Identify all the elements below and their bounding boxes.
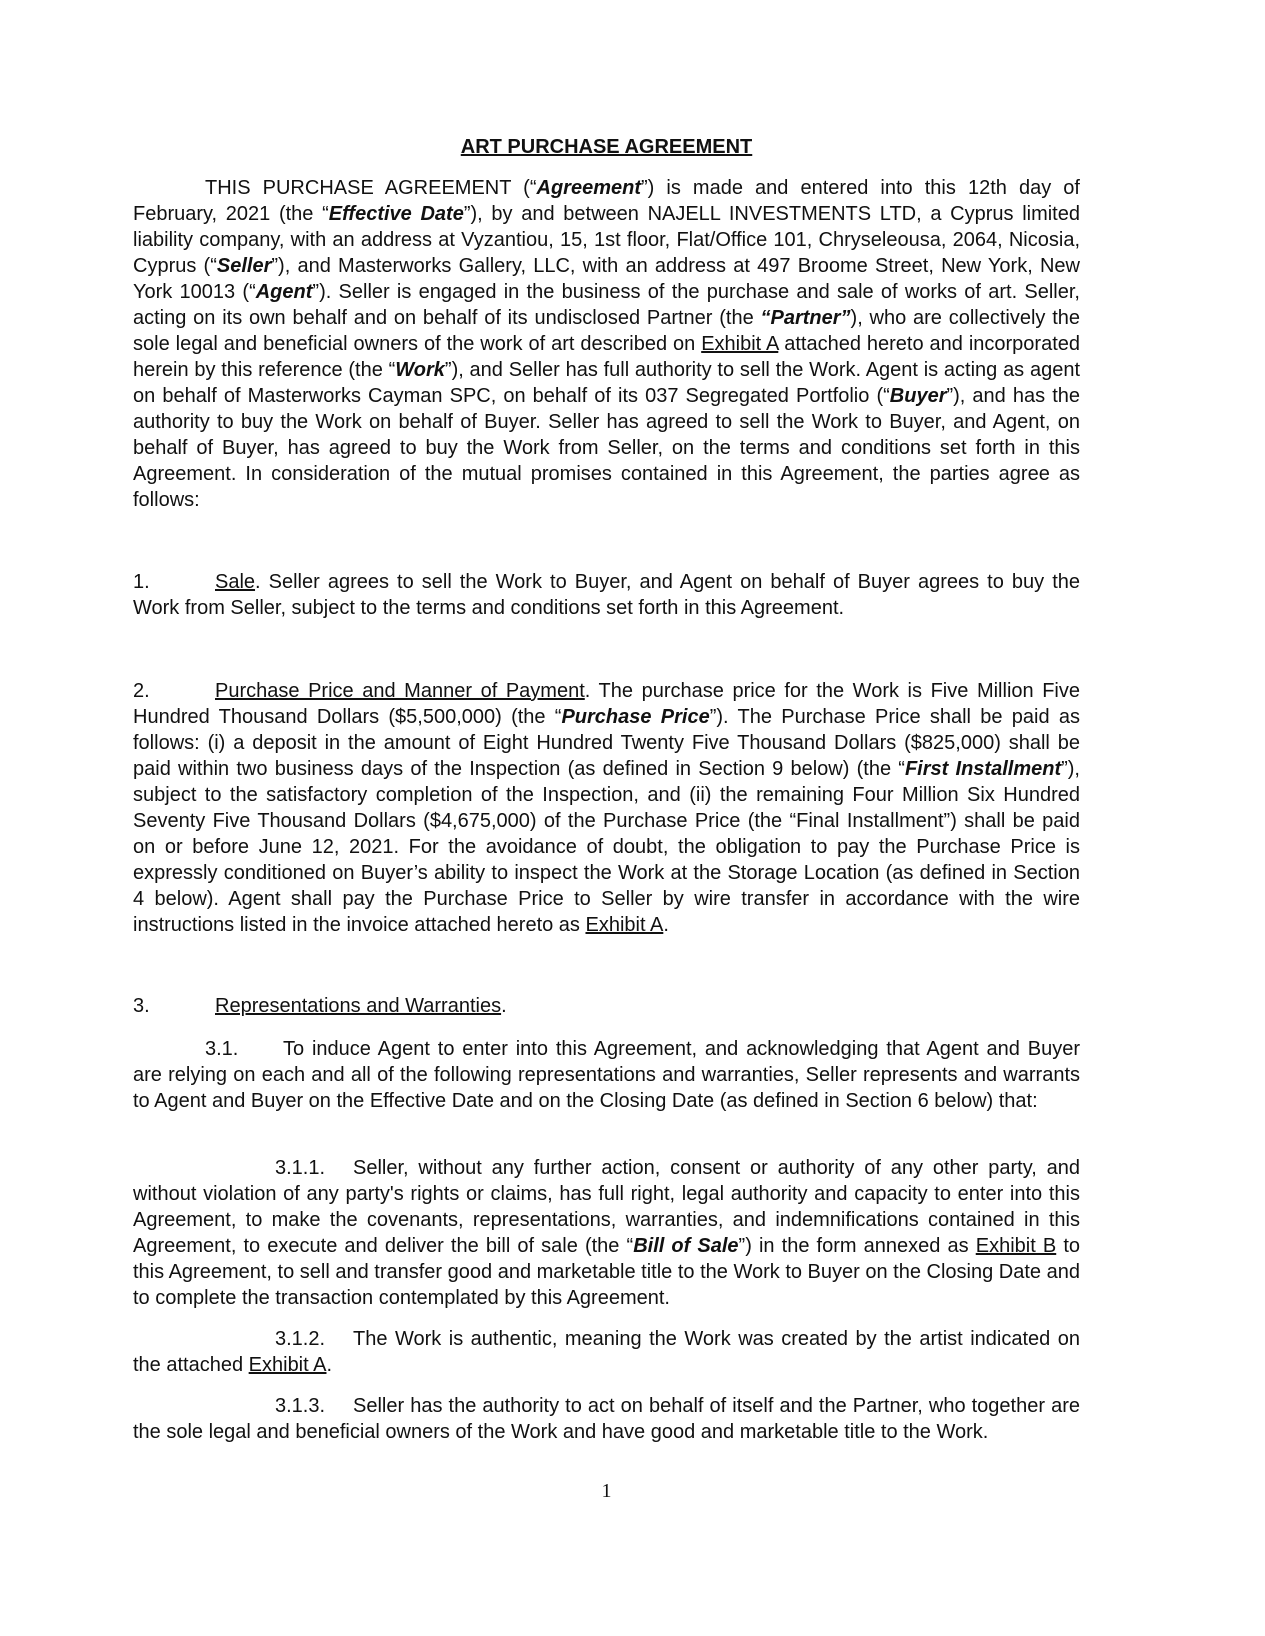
text-segment: . The purchase price for the Work is Five Million Five Hundred Thousand Dollars ($5,500,000) (the “ <box>133 680 1080 728</box>
document-title: ART PURCHASE AGREEMENT <box>460 136 753 158</box>
text-segment: . <box>326 1354 333 1376</box>
text-segment: ”), subject to the satisfactory completion of the Inspection, and (ii) the remaining Four Million Six Hundred Seventy Five Thousand Dollars ($4,675,000) of the Purchase Price (the “Final Installment”) shall be paid on or before June 12, 2021. For the avoidance of doubt, the obligation to pay the Purchase Price is expressly conditioned on Buyer’s ability to inspect the Work at the Storage Location (as defined in Section 4 below). Agent shall pay the Purchase Price to Seller by wire transfer in accordance with the wire instructions listed in the invoice attached hereto as <box>133 758 1080 936</box>
section-3-1-2 <box>133 1326 1080 1378</box>
section-number: 3.1.3. <box>275 1395 326 1417</box>
section-3-1 <box>133 1036 1080 1114</box>
text-segment: ”) is made and entered into this 12th day of February, 2021 (the “ <box>133 177 1080 225</box>
underlined-reference: Sale <box>215 571 256 593</box>
defined-term: “Partner” <box>760 307 851 329</box>
underlined-reference: Exhibit A <box>701 333 779 355</box>
section-number: 3. <box>133 995 150 1017</box>
defined-term: Seller <box>216 255 272 277</box>
defined-term: Bill of Sale <box>633 1235 739 1257</box>
text-segment: ”), and Seller has full authority to sell the Work. Agent is acting as agent on behalf of Masterworks Cayman SPC, on behalf of its 037 Segregated Portfolio (“ <box>133 359 1080 407</box>
intro-paragraph <box>133 175 1080 513</box>
section-3-1-1 <box>133 1155 1080 1311</box>
text-segment: ”). The Purchase Price shall be paid as follows: (i) a deposit in the amount of Eight Hundred Twenty Five Thousand Dollars ($825,000) shall be paid within two business days of the Inspection (as defined in Section 9 below) (the “ <box>133 706 1080 780</box>
text-segment: ”). Seller is engaged in the business of the purchase and sale of works of art. Seller, acting on its own behalf and on behalf of its undisclosed Partner (the <box>133 281 1080 329</box>
text-segment: ”), and has the authority to buy the Work on behalf of Buyer. Seller has agreed to sell the Work to Buyer, and Agent, on behalf of Buyer, has agreed to buy the Work from Seller, on the terms and conditions set forth in this Agreement. In consideration of the mutual promises contained in this Agreement, the parties agree as follows: <box>133 385 1080 511</box>
section-number: 1. <box>133 571 150 593</box>
text-segment: ”), by and between NAJELL INVESTMENTS LTD, a Cyprus limited liability company, with an address at Vyzantiou, 15, 1st floor, Flat/Office 101, Chryseleousa, 2064, Nicosia, Cyprus (“ <box>133 203 1080 277</box>
text-segment: Seller, without any further action, consent or authority of any other party, and without violation of any party's rights or claims, has full right, legal authority and capacity to enter into this Agreement, to make the covenants, representations, warranties, and indemnifications contained in this Agreement, to execute and deliver the bill of sale (the “ <box>133 1157 1080 1257</box>
text-segment: ), who are collectively the sole legal and beneficial owners of the work of art described on <box>133 307 1080 355</box>
defined-term: Agent <box>255 281 313 303</box>
section-number: 3.1.2. <box>275 1328 326 1350</box>
text-segment: . <box>501 995 507 1017</box>
text-segment: . <box>663 914 669 936</box>
text-segment: ”), and Masterworks Gallery, LLC, with an address at 497 Broome Street, New York, New York 10013 (“ <box>133 255 1080 303</box>
text-segment: to this Agreement, to sell and transfer good and marketable title to the Work to Buyer on the Closing Date and to complete the transaction contemplated by this Agreement. <box>133 1235 1081 1309</box>
underlined-reference: Representations and Warranties <box>215 995 502 1017</box>
text-segment: The Work is authentic, meaning the Work was created by the artist indicated on the attached <box>133 1328 1080 1376</box>
defined-term: Purchase Price <box>561 706 710 728</box>
defined-term: Effective Date <box>328 203 464 225</box>
text-segment: Seller has the authority to act on behalf of itself and the Partner, who together are the sole legal and beneficial owners of the Work and have good and marketable title to the Work. <box>133 1395 1080 1443</box>
section-2-purchase-price <box>133 678 1080 938</box>
defined-term: Agreement <box>536 177 641 199</box>
section-1-sale <box>133 569 1080 621</box>
underlined-reference: Exhibit B <box>975 1235 1057 1257</box>
section-number: 3.1.1. <box>275 1157 326 1179</box>
section-number: 2. <box>133 680 150 702</box>
text-segment: . Seller agrees to sell the Work to Buyer, and Agent on behalf of Buyer agrees to buy the Work from Seller, subject to the terms and conditions set forth in this Agreement. <box>133 571 1080 619</box>
text-segment: To induce Agent to enter into this Agreement, and acknowledging that Agent and Buyer are relying on each and all of the following representations and warranties, Seller represents and warrants to Agent and Buyer on the Effective Date and on the Closing Date (as defined in Section 6 below) that: <box>133 1038 1080 1112</box>
underlined-reference: Exhibit A <box>585 914 664 936</box>
underlined-reference: Exhibit A <box>248 1354 327 1376</box>
section-3-heading <box>133 993 1080 1019</box>
section-number: 3.1. <box>205 1038 239 1060</box>
defined-term: First Installment <box>904 758 1062 780</box>
section-3-1-3 <box>133 1393 1080 1445</box>
text-segment: THIS PURCHASE AGREEMENT (“ <box>205 177 537 199</box>
text-segment: attached hereto and incorporated herein by this reference (the “ <box>133 333 1081 381</box>
page-number: 1 <box>601 1480 612 1502</box>
text-segment: ”) in the form annexed as <box>738 1235 976 1257</box>
defined-term: Buyer <box>889 385 947 407</box>
defined-term: Work <box>395 359 445 381</box>
underlined-reference: Purchase Price and Manner of Payment <box>215 680 585 702</box>
